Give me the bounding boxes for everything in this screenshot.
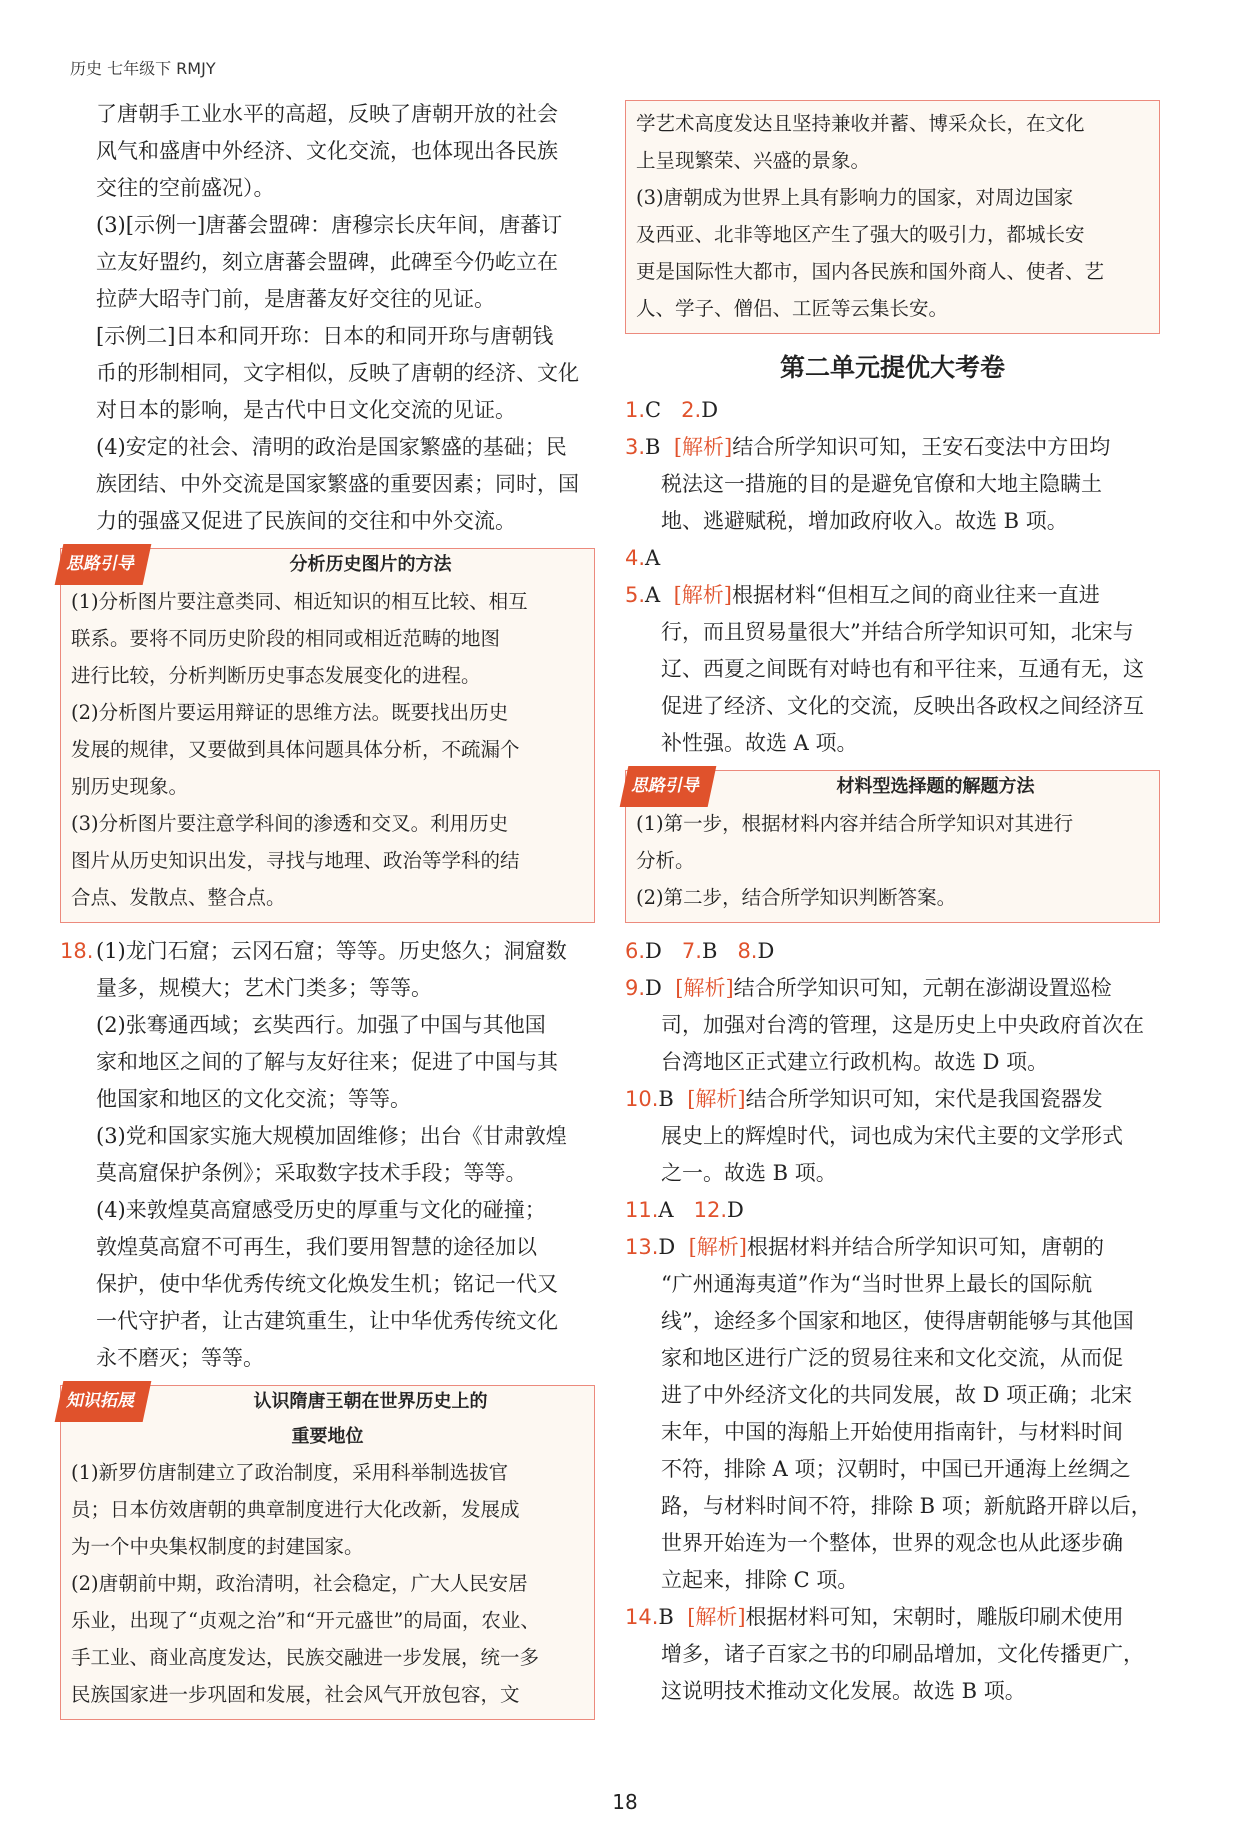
answer-18 — [60, 933, 595, 1377]
analysis-tag: [解析] — [675, 976, 734, 1000]
text-line: 促进了经济、文化的交流，反映出各政权之间经济互 — [661, 694, 1144, 718]
tip-line: 联系。要将不同历史阶段的相同或相近范畴的地图 — [71, 627, 501, 650]
page-header: 历史 七年级下 RMJY — [70, 59, 216, 78]
text-line: 风气和盛唐中外经济、文化交流，也体现出各民族 — [96, 139, 558, 163]
knowledge-line: 为一个中央集权制度的封建国家。 — [71, 1535, 364, 1558]
text-line: 末年，中国的海船上开始使用指南针，与材料时间 — [661, 1420, 1123, 1444]
text-line: 世界开始连为一个整体，世界的观念也从此逐步确 — [661, 1531, 1123, 1555]
right-column — [625, 100, 1160, 1710]
question-number: 11. — [625, 1198, 659, 1222]
section-title: 第二单元提优大考卷 — [779, 353, 1005, 382]
knowledge-line: (1)新罗仿唐制建立了政治制度，采用科举制选拔官 — [71, 1461, 509, 1484]
text-line: 家和地区之间的了解与友好往来；促进了中国与其 — [96, 1050, 558, 1074]
text-line: 力的强盛又促进了民族间的交往和中外交流。 — [96, 509, 516, 533]
tip-title: 分析历史图片的方法 — [289, 553, 452, 575]
text-line: 展史上的辉煌时代，词也成为宋代主要的文学形式 — [661, 1124, 1123, 1148]
text-line: 路，与材料时间不符，排除 B 项；新航路开辟以后， — [661, 1494, 1152, 1518]
question-number: 13. — [625, 1235, 659, 1259]
answer-value: A — [658, 1198, 674, 1222]
text-line: 量多，规模大；艺术门类多；等等。 — [96, 976, 432, 1000]
analysis-tag: [解析] — [687, 1087, 746, 1111]
tip-line: 发展的规律，又要做到具体问题具体分析，不疏漏个 — [71, 738, 520, 761]
knowledge-line: 民族国家进一步巩固和发展，社会风气开放包容，文 — [71, 1683, 520, 1706]
answer-3 — [625, 429, 1160, 540]
question-number: 8. — [737, 939, 758, 963]
question-number: 1. — [625, 398, 646, 422]
text-line: 税法这一措施的目的是避免官僚和大地主隐瞒土 — [661, 472, 1102, 496]
answer-5 — [625, 577, 1160, 762]
knowledge-line: 人、学子、僧侣、工匠等云集长安。 — [636, 297, 949, 320]
text-line: 永不磨灭；等等。 — [96, 1346, 264, 1370]
knowledge-box-continued — [625, 100, 1160, 334]
question-number: 6. — [625, 939, 646, 963]
text-line: 立友好盟约，刻立唐蕃会盟碑，此碑至今仍屹立在 — [96, 250, 558, 274]
tip-line: (3)分析图片要注意学科间的渗透和交叉。利用历史 — [71, 812, 509, 835]
knowledge-tag: 知识拓展 — [55, 1381, 152, 1422]
tip-tag: 思路引导 — [55, 544, 152, 585]
knowledge-title-line1: 认识隋唐王朝在世界历史上的 — [253, 1390, 488, 1412]
text-line: (1)龙门石窟；云冈石窟；等等。历史悠久；洞窟数 — [96, 939, 567, 963]
text-line: 线”，途经多个国家和地区，使得唐朝能够与其他国 — [661, 1309, 1134, 1333]
tip-box-picture-analysis — [60, 548, 595, 923]
question-number: 10. — [625, 1087, 659, 1111]
text-line: 莫高窟保护条例》；采取数字技术手段；等等。 — [96, 1161, 527, 1185]
text-line: 辽、西夏之间既有对峙也有和平往来，互通有无，这 — [661, 657, 1144, 681]
question-number: 14. — [625, 1605, 659, 1629]
text-line: 结合所学知识可知，元朝在澎湖设置巡检 — [733, 976, 1112, 1000]
answers-11-12 — [625, 1192, 1160, 1229]
analysis-tag: [解析] — [688, 1235, 747, 1259]
knowledge-line: 员；日本仿效唐朝的典章制度进行大化改新，发展成 — [71, 1498, 520, 1521]
text-line: 根据材料并结合所学知识可知，唐朝的 — [747, 1235, 1104, 1259]
answer-value: B — [645, 435, 661, 459]
knowledge-line: (2)唐朝前中期，政治清明，社会稳定，广大人民安居 — [71, 1572, 528, 1595]
answer-value: B — [701, 939, 718, 963]
text-line: 他国家和地区的文化交流；等等。 — [96, 1087, 411, 1111]
text-line: (4)安定的社会、清明的政治是国家繁盛的基础；民 — [96, 435, 567, 459]
answer-value: D — [658, 1235, 676, 1259]
text-line: 币的形制相同，文字相似，反映了唐朝的经济、文化 — [96, 361, 579, 385]
question-number: 18. — [60, 939, 94, 963]
answer-9 — [625, 970, 1160, 1081]
tip-line: (2)分析图片要运用辩证的思维方法。既要找出历史 — [71, 701, 509, 724]
text-line: 立起来，排除 C 项。 — [661, 1568, 859, 1592]
tip-line: (1)第一步，根据材料内容并结合所学知识对其进行 — [636, 812, 1074, 835]
question-number: 7. — [681, 939, 702, 963]
knowledge-box-sui-tang — [60, 1385, 595, 1720]
tip-line: (2)第二步，结合所学知识判断答案。 — [636, 886, 957, 909]
answer-value: A — [645, 546, 661, 570]
answer-value: D — [757, 939, 775, 963]
text-line: 台湾地区正式建立行政机构。故选 D 项。 — [661, 1050, 1049, 1074]
tip-box-material-questions — [625, 770, 1160, 923]
text-line: 结合所学知识可知，王安石变法中方田均 — [732, 435, 1111, 459]
question-number: 3. — [625, 435, 646, 459]
text-line: 增多，诸子百家之书的印刷品增加，文化传播更广， — [661, 1642, 1144, 1666]
tip-line: 图片从历史知识出发，寻找与地理、政治等学科的结 — [71, 849, 520, 872]
answer-10 — [625, 1081, 1160, 1192]
answers-6-8 — [625, 933, 1160, 970]
answer-value: D — [645, 976, 662, 1000]
text-line: (3)[示例一]唐蕃会盟碑：唐穆宗长庆年间，唐蕃订 — [96, 213, 563, 237]
text-line: 对日本的影响，是古代中日文化交流的见证。 — [96, 398, 516, 422]
answer-4 — [625, 540, 1160, 577]
answer-value: B — [658, 1605, 674, 1629]
knowledge-line: 及西亚、北非等地区产生了强大的吸引力，都城长安 — [636, 223, 1085, 246]
text-line: 根据材料可知，宋朝时，雕版印刷术使用 — [745, 1605, 1124, 1629]
answer-value: D — [701, 398, 719, 422]
text-line: 结合所学知识可知，宋代是我国瓷器发 — [745, 1087, 1103, 1111]
text-line: 敦煌莫高窟不可再生，我们要用智慧的途径加以 — [96, 1235, 537, 1259]
text-line: 交往的空前盛况）。 — [96, 176, 275, 200]
tip-title: 材料型选择题的解题方法 — [836, 775, 1035, 797]
question-number: 9. — [625, 976, 646, 1000]
knowledge-line: 手工业、商业高度发达，民族交融进一步发展，统一多 — [71, 1646, 540, 1669]
text-line: 保护，使中华优秀传统文化焕发生机；铭记一代又 — [96, 1272, 558, 1296]
tip-line: 分析。 — [636, 849, 695, 872]
answer-13 — [625, 1229, 1160, 1599]
answer-value: D — [727, 1198, 744, 1222]
answer-value: C — [645, 398, 662, 422]
text-line: 地、逃避赋税，增加政府收入。故选 B 项。 — [661, 509, 1068, 533]
left-column — [60, 96, 595, 1730]
knowledge-box-header — [61, 1386, 594, 1416]
question-number: 4. — [625, 546, 646, 570]
analysis-tag: [解析] — [687, 1605, 746, 1629]
answer-value: A — [645, 583, 661, 607]
text-line: 不符，排除 A 项；汉朝时，中国已开通海上丝绸之 — [661, 1457, 1131, 1481]
answers-1-2 — [625, 392, 1160, 429]
tip-line: 进行比较，分析判断历史事态发展变化的进程。 — [71, 664, 481, 687]
answer-value: D — [645, 939, 662, 963]
question-number: 5. — [625, 583, 646, 607]
tip-line: 合点、发散点、整合点。 — [71, 886, 286, 909]
text-line: (3)党和国家实施大规模加固维修；出台《甘肃敦煌 — [96, 1124, 567, 1148]
text-line: 之一。故选 B 项。 — [661, 1161, 837, 1185]
tip-line: (1)分析图片要注意类同、相近知识的相互比较、相互 — [71, 590, 528, 613]
analysis-tag: [解析] — [673, 583, 732, 607]
text-line: 了唐朝手工业水平的高超，反映了唐朝开放的社会 — [96, 102, 558, 126]
knowledge-line: 乐业，出现了“贞观之治”和“开元盛世”的局面，农业、 — [71, 1609, 540, 1632]
question-number: 2. — [681, 398, 702, 422]
tip-box-header — [61, 549, 594, 579]
text-line: (4)来敦煌莫高窟感受历史的厚重与文化的碰撞； — [96, 1198, 546, 1222]
text-line: 拉萨大昭寺门前，是唐蕃友好交往的见证。 — [96, 287, 495, 311]
text-line: 根据材料“但相互之间的商业往来一直进 — [731, 583, 1100, 607]
knowledge-line: 上呈现繁荣、兴盛的景象。 — [636, 149, 871, 172]
answer-value: B — [658, 1087, 674, 1111]
answer-17-continued — [60, 96, 595, 540]
text-line: 补性强。故选 A 项。 — [661, 731, 858, 755]
text-line: (2)张骞通西域；玄奘西行。加强了中国与其他国 — [96, 1013, 546, 1037]
tip-tag: 思路引导 — [620, 766, 717, 807]
page-number: 18 — [612, 1790, 638, 1814]
knowledge-line: 学艺术高度发达且坚持兼收并蓄、博采众长，在文化 — [636, 112, 1085, 135]
text-line: 司，加强对台湾的管理，这是历史上中央政府首次在 — [661, 1013, 1144, 1037]
analysis-tag: [解析] — [673, 435, 733, 459]
text-line: 这说明技术推动文化发展。故选 B 项。 — [661, 1679, 1026, 1703]
knowledge-title-line2: 重要地位 — [291, 1426, 364, 1447]
tip-line: 别历史现象。 — [71, 775, 189, 798]
text-line: 家和地区进行广泛的贸易往来和文化交流，从而促 — [661, 1346, 1123, 1370]
tip-box-header — [626, 771, 1159, 801]
knowledge-line: (3)唐朝成为世界上具有影响力的国家，对周边国家 — [636, 186, 1074, 209]
text-line: 族团结、中外交流是国家繁盛的重要因素；同时，国 — [96, 472, 579, 496]
text-line: 一代守护者，让古建筑重生，让中华优秀传统文化 — [96, 1309, 558, 1333]
text-line: “广州通海夷道”作为“当时世界上最长的国际航 — [661, 1272, 1093, 1296]
answer-14 — [625, 1599, 1160, 1710]
text-line: 行，而且贸易量很大”并结合所学知识可知，北宋与 — [661, 620, 1134, 644]
question-number: 12. — [693, 1198, 728, 1222]
text-line: [示例二]日本和同开珎：日本的和同开珎与唐朝钱 — [96, 324, 554, 348]
knowledge-line: 更是国际性大都市，国内各民族和国外商人、使者、艺 — [636, 260, 1105, 283]
text-line: 进了中外经济文化的共同发展，故 D 项正确；北宋 — [661, 1383, 1133, 1407]
